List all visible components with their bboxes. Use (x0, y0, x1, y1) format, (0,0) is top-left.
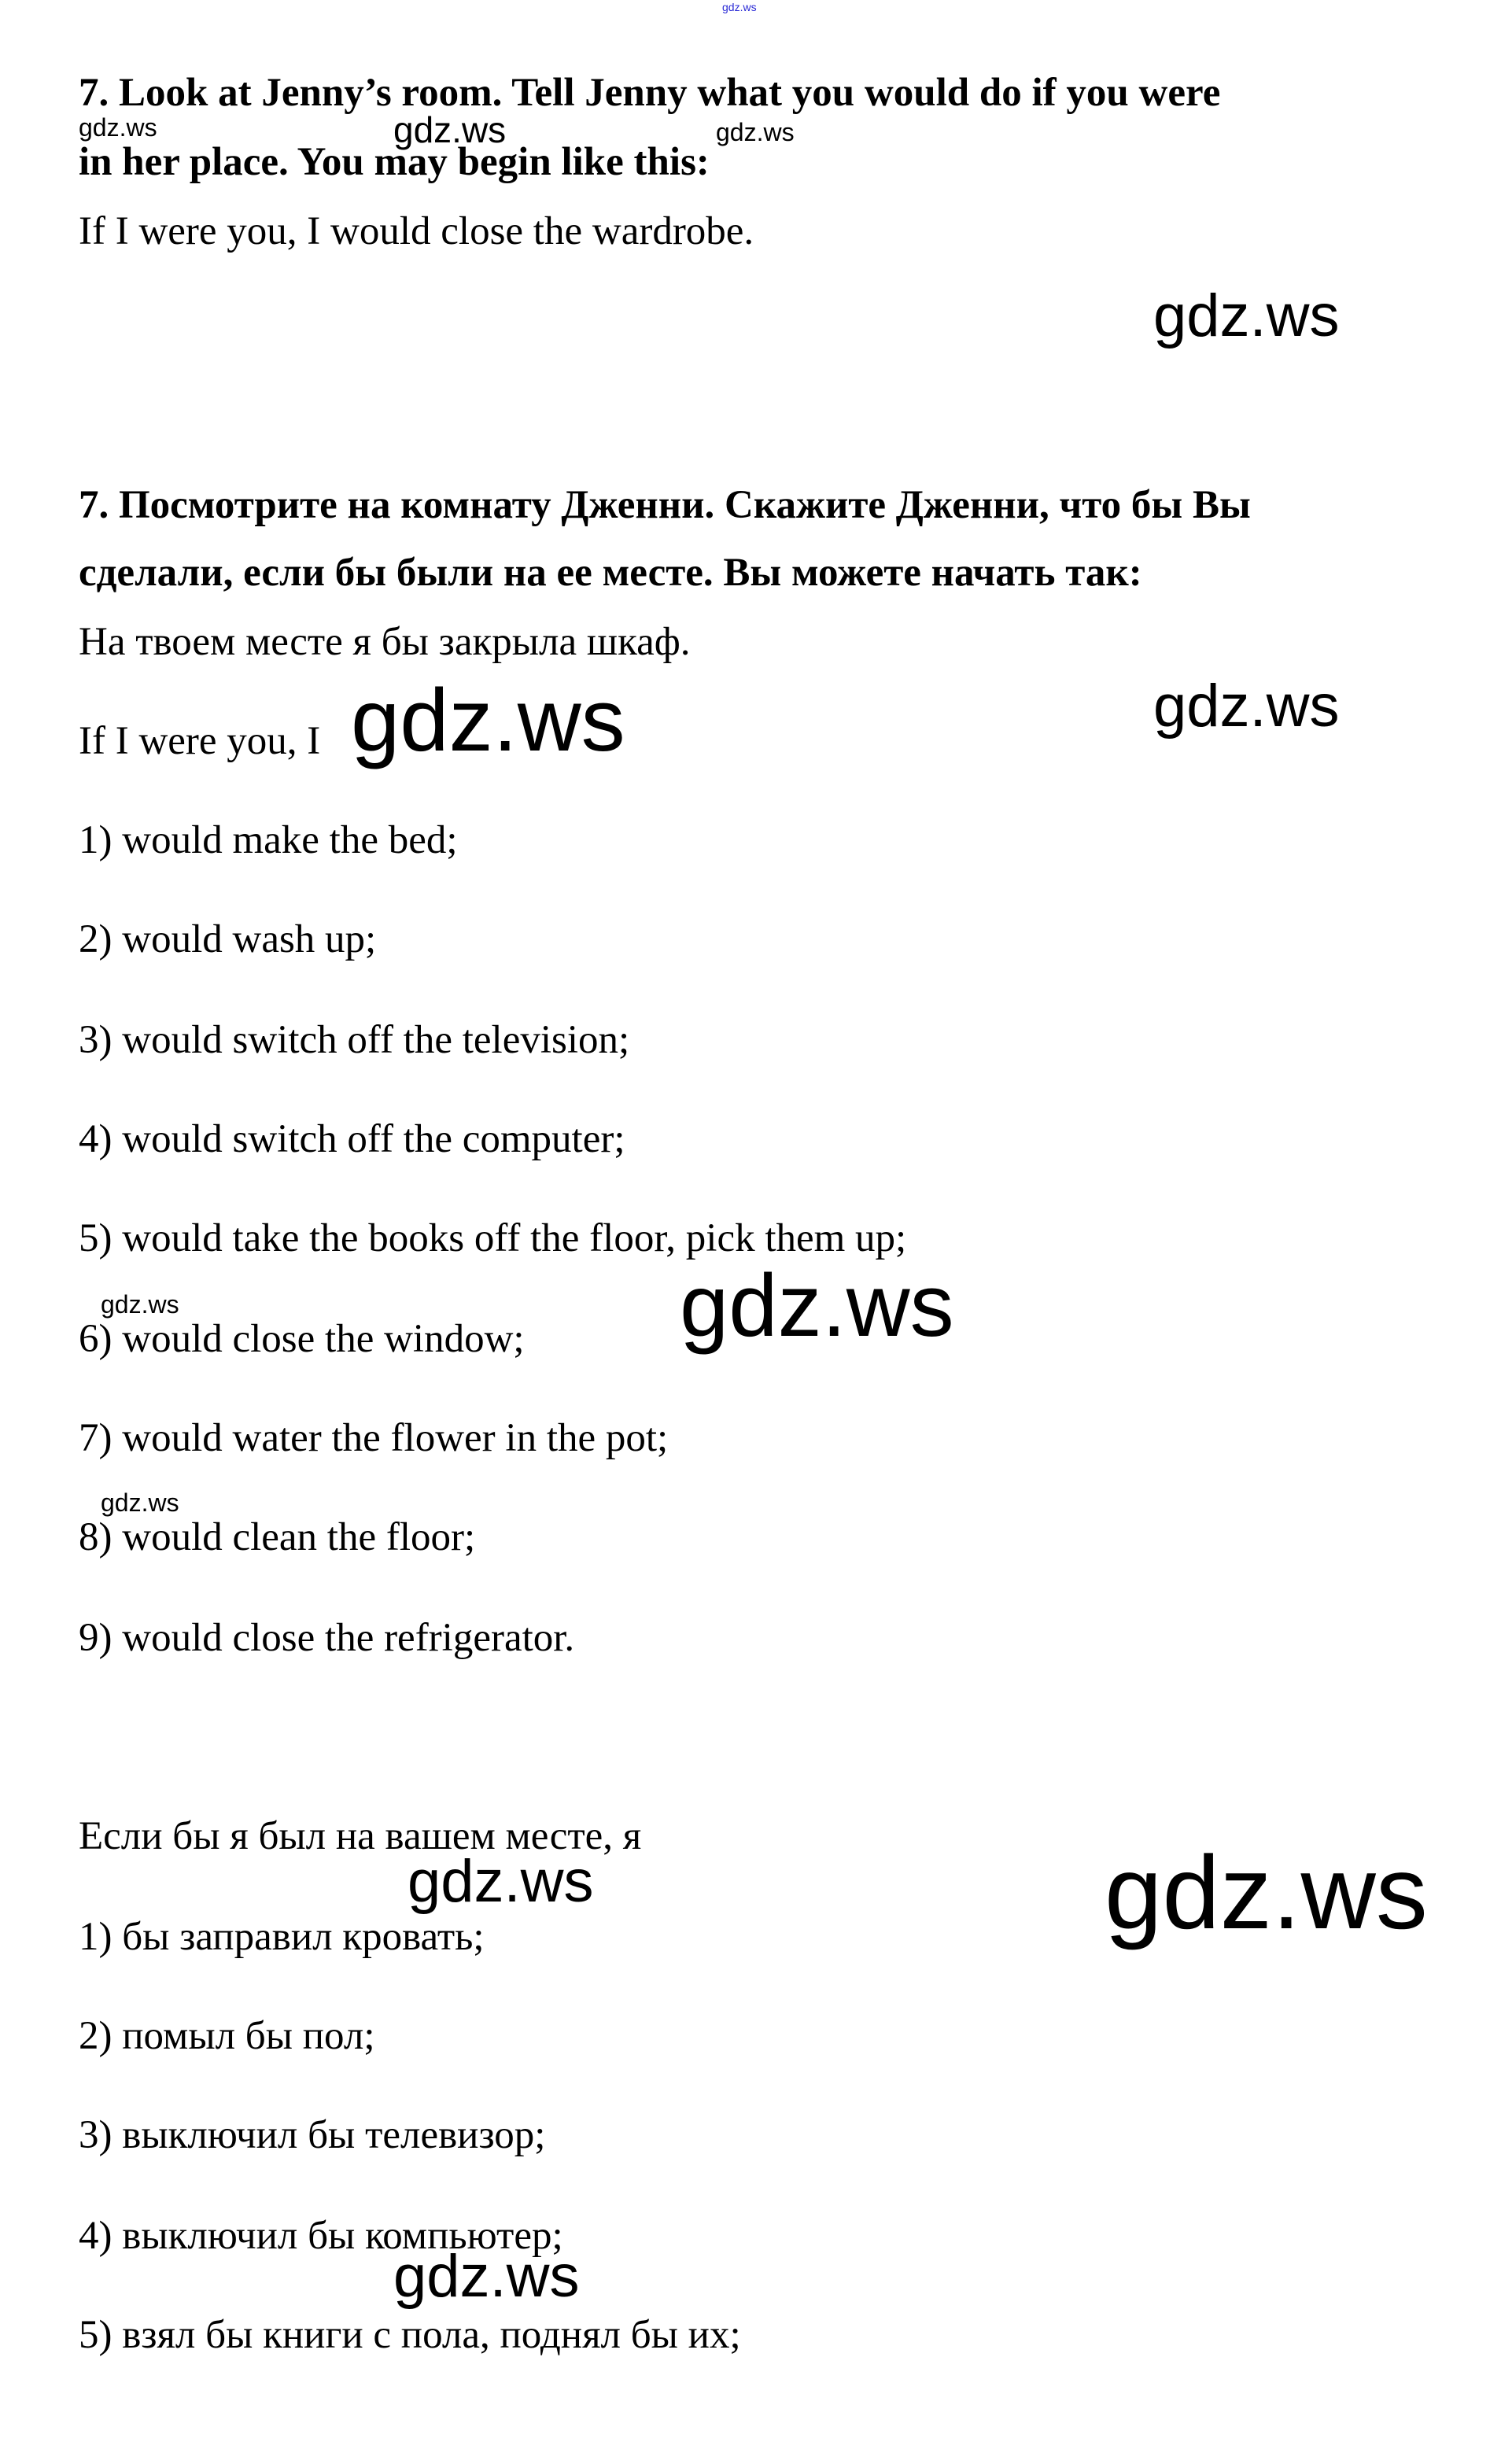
watermark: gdz.ws (393, 109, 507, 150)
watermark-tiny: gdz.ws (722, 1, 757, 13)
answer-item-en: 6) would close the window; (79, 1317, 525, 1361)
task-heading-ru-line1: 7. Посмотрите на комнату Дженни. Скажите Дженни, что бы Вы (79, 483, 1251, 527)
answer-item-en: 9) would close the refrigerator. (79, 1616, 575, 1660)
task-heading-en-line1: 7. Look at Jenny’s room. Tell Jenny what you would do if you were (79, 71, 1221, 115)
answer-item-ru: 4) выключил бы компьютер; (79, 2214, 563, 2258)
answer-item-ru: 3) выключил бы телевизор; (79, 2113, 546, 2157)
task-example-ru: На твоем месте я бы закрыла шкаф. (79, 620, 691, 664)
watermark: gdz.ws (1153, 673, 1340, 740)
answer-item-en: 7) would water the flower in the pot; (79, 1416, 669, 1460)
answer-item-ru: 1) бы заправил кровать; (79, 1915, 485, 1959)
answer-item-en: 2) would wash up; (79, 917, 377, 961)
task-example-en: If I were you, I would close the wardrobe. (79, 209, 754, 253)
watermark: gdz.ws (408, 1848, 594, 1915)
answer-item-en: 3) would switch off the television; (79, 1018, 630, 1062)
answer-item-en: 1) would make the bed; (79, 818, 458, 862)
watermark: gdz.ws (351, 671, 625, 769)
watermark: gdz.ws (716, 118, 795, 146)
answer-item-en: 5) would take the books off the floor, pick them up; (79, 1216, 907, 1260)
task-heading-ru-line2: сделали, если бы были на ее месте. Вы можете начать так: (79, 551, 1142, 595)
answer-intro-ru: Если бы я был на вашем месте, я (79, 1814, 642, 1858)
watermark: gdz.ws (101, 1488, 179, 1517)
watermark: gdz.ws (101, 1290, 179, 1319)
answer-item-en: 8) would clean the floor; (79, 1515, 476, 1559)
watermark: gdz.ws (1153, 282, 1340, 349)
answer-item-ru: 2) помыл бы пол; (79, 2014, 375, 2058)
task-heading-en-line2: in her place. You may begin like this: (79, 140, 710, 184)
watermark: gdz.ws (680, 1256, 954, 1355)
answer-item-en: 4) would switch off the computer; (79, 1117, 625, 1161)
answer-intro-en: If I were you, I (79, 719, 321, 763)
answer-item-ru: 5) взял бы книги с пола, поднял бы их; (79, 2313, 741, 2357)
watermark: gdz.ws (393, 2243, 580, 2310)
watermark: gdz.ws (1105, 1835, 1428, 1950)
watermark: gdz.ws (79, 113, 157, 142)
